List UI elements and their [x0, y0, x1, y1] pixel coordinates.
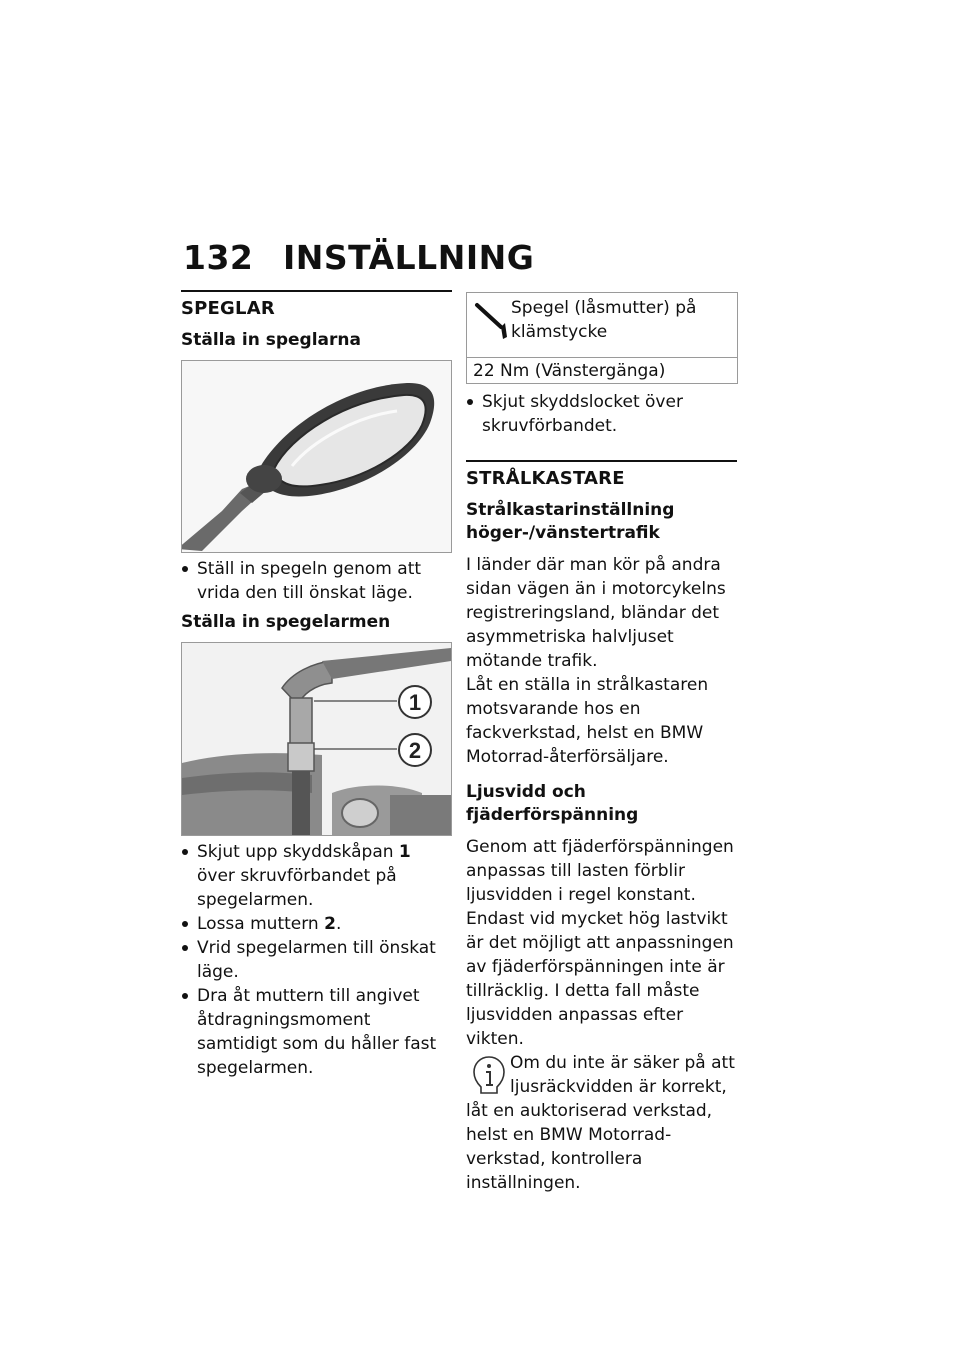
subheading-stalla-spegelarmen: Ställa in spegelarmen [181, 612, 391, 632]
paragraph: Låt en ställa in strålkastaren motsvarande hos en fackverkstad, helst en BMW Motorrad-återförsäljare. [466, 675, 709, 767]
section-title-speglar: SPEGLAR [181, 298, 275, 319]
page-header [183, 238, 534, 286]
info-text-indent: Om du inte är säker på att ljusräckvidden är korrekt, [510, 1053, 735, 1097]
page-number: 132 [183, 238, 254, 277]
right-column [466, 290, 737, 1195]
bullet-item: Skjut skyddslocket över skruvförbandet. [466, 390, 737, 438]
bullet-item: Ställ in spegeln genom att vrida den till önskat läge. [181, 557, 452, 605]
torque-value: 22 Nm (Vänstergänga) [473, 361, 666, 381]
subheading-stalla-speglarna: Ställa in speglarna [181, 330, 361, 350]
info-note [466, 1051, 737, 1195]
bullet-item: Vrid spegelarmen till önskat läge. [181, 936, 452, 984]
section-divider [181, 290, 452, 292]
info-icon [472, 1055, 506, 1095]
mirror-illustration-icon [182, 361, 451, 552]
mirror-arm-figure [181, 642, 452, 836]
callout-2: 2 [408, 738, 422, 763]
section-title-stralkastare: STRÅLKASTARE [466, 468, 625, 489]
callout-1: 1 [408, 690, 422, 715]
chapter-title: INSTÄLLNING [283, 238, 535, 277]
left-column [181, 290, 452, 1086]
bullet-item: Dra åt muttern till angivet åtdragningsmoment samtidigt som du håller fast spegelarmen. [181, 984, 452, 1080]
subheading-traffic: Strålkastarinställning höger-/vänstertrafik [466, 500, 675, 543]
reference-number: 1 [398, 842, 411, 862]
reference-number: 2 [324, 914, 336, 934]
mirror-figure [181, 360, 452, 553]
bullet-list-mirrors [181, 557, 452, 605]
bullet-text: Lossa muttern [197, 914, 325, 934]
paragraph: I länder där man kör på andra sidan vägen än i motorcykelns registreringsland, bländar det asymmetriska halvljuset mötande trafik. [466, 555, 726, 671]
subheading-headlight-range: Ljusvidd och fjäderförspänning [466, 782, 639, 825]
bullet-item [181, 912, 452, 936]
bullet-text: . [335, 914, 342, 934]
bullet-text: Skjut upp skyddskåpan [197, 842, 399, 862]
torque-wrench-icon [467, 293, 511, 357]
bullet-text: över skruvförbandet på spegelarmen. [197, 866, 397, 910]
paragraph: Genom att fjäderförspänningen anpassas till lasten förblir ljusvidden i regel konstant. [466, 837, 734, 905]
bullet-list-mirror-arm [181, 840, 452, 1080]
mirror-arm-illustration-icon [182, 643, 451, 835]
bullet-list-cover [466, 390, 737, 438]
info-text-rest: låt en auktoriserad verkstad, helst en BMW Motorrad-verkstad, kontrollera inställningen. [466, 1101, 713, 1193]
bullet-item [181, 840, 452, 912]
paragraph: Endast vid mycket hög lastvikt är det möjligt att anpassningen av fjäderförspänningen inte är tillräcklig. I detta fall måste ljusvidden anpassas efter vikten. [466, 909, 734, 1049]
section-divider [466, 460, 737, 462]
torque-description: Spegel (låsmutter) på klämstycke [511, 298, 697, 342]
torque-spec-box [466, 292, 738, 384]
